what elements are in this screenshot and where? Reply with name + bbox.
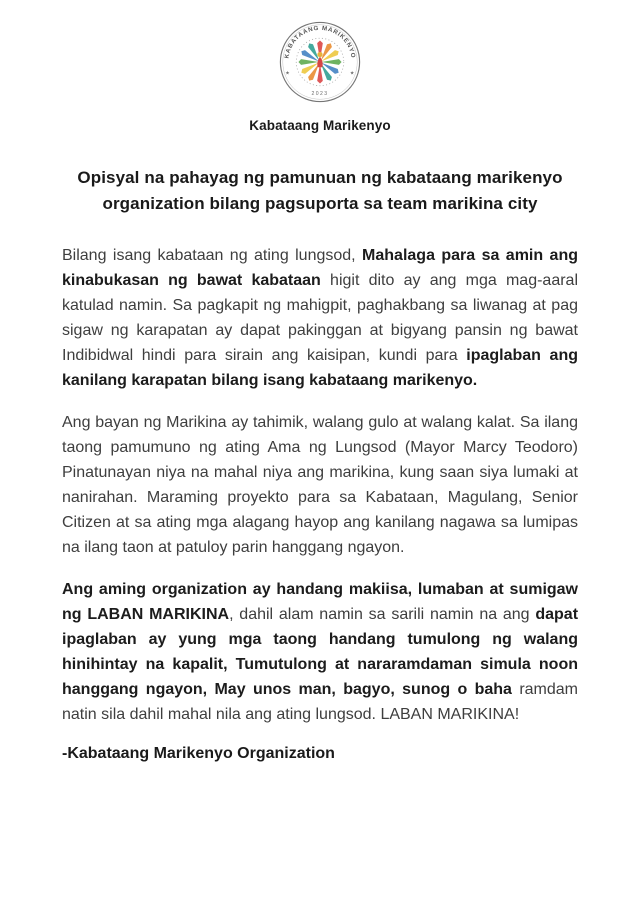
header <box>62 18 578 134</box>
text-run: Mahalaga para sa amin ang kinabukasan ng bawat kabataan <box>62 247 579 289</box>
statement-title: Opisyal na pahayag ng pamunuan ng kabataang marikenyo organization bilang pagsuporta sa team marikina city <box>77 168 563 213</box>
statement-paragraph <box>62 577 578 727</box>
kabataang-marikenyo-seal-logo <box>276 18 364 106</box>
statement-body <box>62 243 578 727</box>
text-run: Bilang isang kabataan ng ating lungsod, <box>62 247 363 264</box>
text-run: ramdam natin sila dahil mahal nila ang ating lungsod. LABAN MARIKINA! <box>62 681 579 723</box>
text-run: higit dito ay ang mga mag-aaral katulad namin. Sa pagkapit ng mahigpit, paghakbang sa liwanag at pag sigaw ng karapatan ay dapat pakinggan at bigyang pansin ng bawat Indibidwal hindi para sirain ang kaisipan, kundi para <box>62 272 578 364</box>
star-icon: ★ <box>285 71 290 77</box>
text-run: Ang aming organization ay handang makiisa, lumaban at sumigaw ng LABAN MARIKINA <box>62 581 578 623</box>
text-run: , dahil alam namin sa sarili namin na ang <box>229 606 536 623</box>
signature-line: -Kabataang Marikenyo Organization <box>62 745 335 762</box>
star-icon: ★ <box>349 71 355 77</box>
text-run: ipaglaban ang kanilang karapatan bilang isang kabataang marikenyo. <box>62 347 578 389</box>
seal-arc-text: KABATAANG MARIKENYO <box>283 24 357 59</box>
text-run: Ang bayan ng Marikina ay tahimik, walang gulo at walang kalat. Sa ilang taong pamumuno ng ating Ama ng Lungsod (Mayor Marcy Teodoro) Pinatunayan niya na mahal niya ang marikina, kung saan siya lumaki at nanirahan. Maraming proyekto para sa Kabataan, Magulang, Senior Citizen at sa ating mga alagang hayop ang kanilang nagawa sa lumipas na ilang taon at patuloy parin hanggang ngayon. <box>62 414 578 556</box>
statement-paragraph <box>62 410 578 560</box>
seal-person-figure-icon <box>317 52 322 67</box>
statement-paragraph <box>62 243 578 393</box>
org-name-label: Kabataang Marikenyo <box>249 118 391 133</box>
seal-year: 2023 <box>311 91 329 97</box>
text-run: dapat ipaglaban ay yung mga taong handang tumulong ng walang hinihintay na kapalit, Tumutulong at nararamdaman simula noon hanggang ngayon, May unos man, bagyo, sunog o baha <box>62 606 579 698</box>
